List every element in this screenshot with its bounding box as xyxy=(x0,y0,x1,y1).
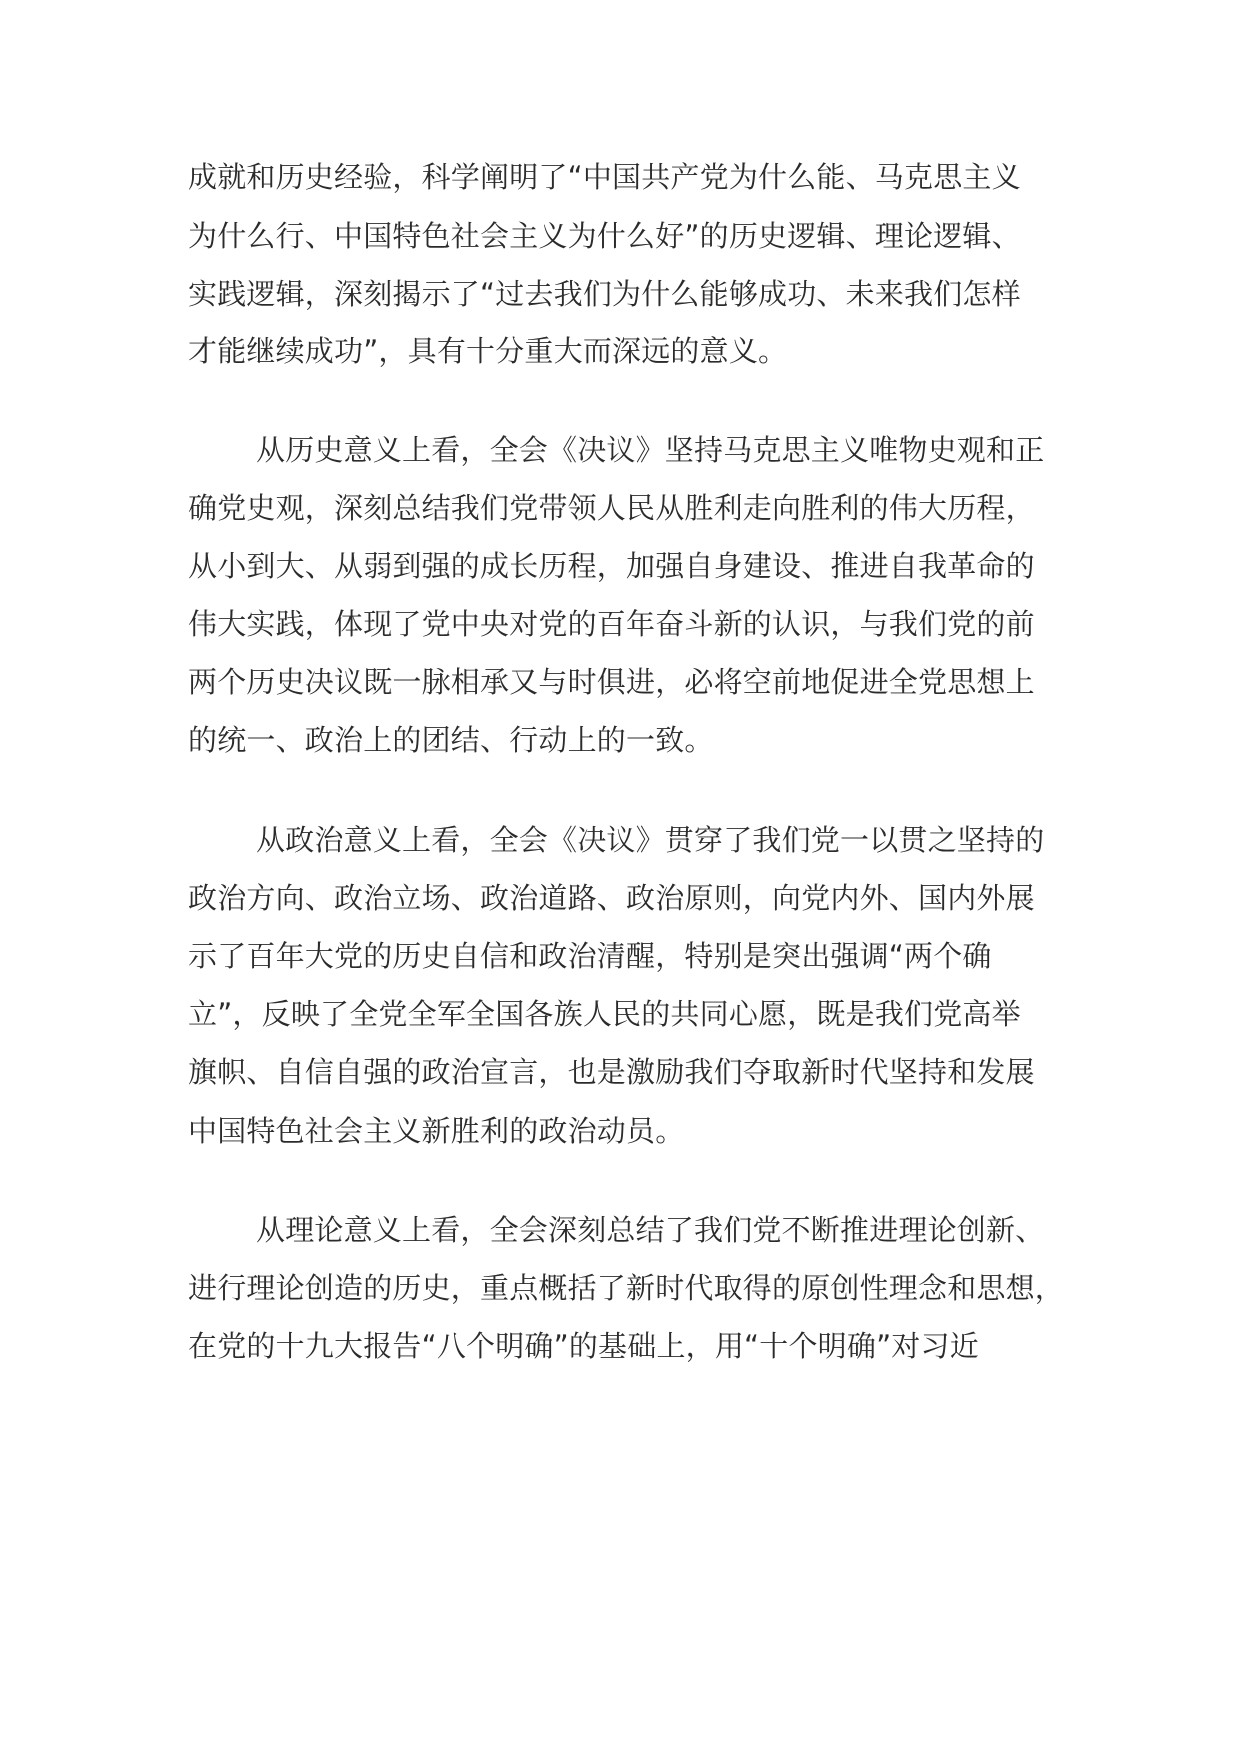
paragraph-2-line-6: 的统一、政治上的团结、行动上的一致。 xyxy=(188,723,714,757)
paragraph-4-line-3: 在党的十九大报告“八个明确”的基础上，用“十个明确”对习近 xyxy=(188,1329,979,1363)
paragraph-1-line-2: 为什么行、中国特色社会主义为什么好”的历史逻辑、理论逻辑、 xyxy=(188,219,1021,253)
paragraph-2-line-4: 伟大实践，体现了党中央对党的百年奋斗新的认识，与我们党的前 xyxy=(188,607,1035,641)
paragraph-3-line-1: 从政治意义上看，全会《决议》贯穿了我们党一以贯之坚持的 xyxy=(256,823,1045,857)
paragraph-2-line-2: 确党史观，深刻总结我们党带领人民从胜利走向胜利的伟大历程， xyxy=(188,491,1035,525)
paragraph-3-line-6: 中国特色社会主义新胜利的政治动员。 xyxy=(188,1114,685,1148)
paragraph-1-line-3: 实践逻辑，深刻揭示了“过去我们为什么能够成功、未来我们怎样 xyxy=(188,277,1021,311)
paragraph-3-line-2: 政治方向、政治立场、政治道路、政治原则，向党内外、国内外展 xyxy=(188,881,1035,915)
paragraph-4-line-1: 从理论意义上看，全会深刻总结了我们党不断推进理论创新、 xyxy=(256,1213,1045,1247)
paragraph-3-line-3: 示了百年大党的历史自信和政治清醒，特别是突出强调“两个确 xyxy=(188,939,992,973)
paragraph-4-line-2: 进行理论创造的历史，重点概括了新时代取得的原创性理念和思想， xyxy=(188,1271,1065,1305)
paragraph-1-line-4: 才能继续成功”，具有十分重大而深远的意义。 xyxy=(188,334,788,368)
paragraph-1-line-1: 成就和历史经验，科学阐明了“中国共产党为什么能、马克思主义 xyxy=(188,160,1021,194)
paragraph-2-line-5: 两个历史决议既一脉相承又与时俱进，必将空前地促进全党思想上 xyxy=(188,665,1035,699)
paragraph-3-line-5: 旗帜、自信自强的政治宣言，也是激励我们夺取新时代坚持和发展 xyxy=(188,1055,1035,1089)
paragraph-2-line-3: 从小到大、从弱到强的成长历程，加强自身建设、推进自我革命的 xyxy=(188,549,1035,583)
paragraph-3-line-4: 立”，反映了全党全军全国各族人民的共同心愿，既是我们党高举 xyxy=(188,997,1021,1031)
paragraph-2-line-1: 从历史意义上看，全会《决议》坚持马克思主义唯物史观和正 xyxy=(256,433,1045,467)
